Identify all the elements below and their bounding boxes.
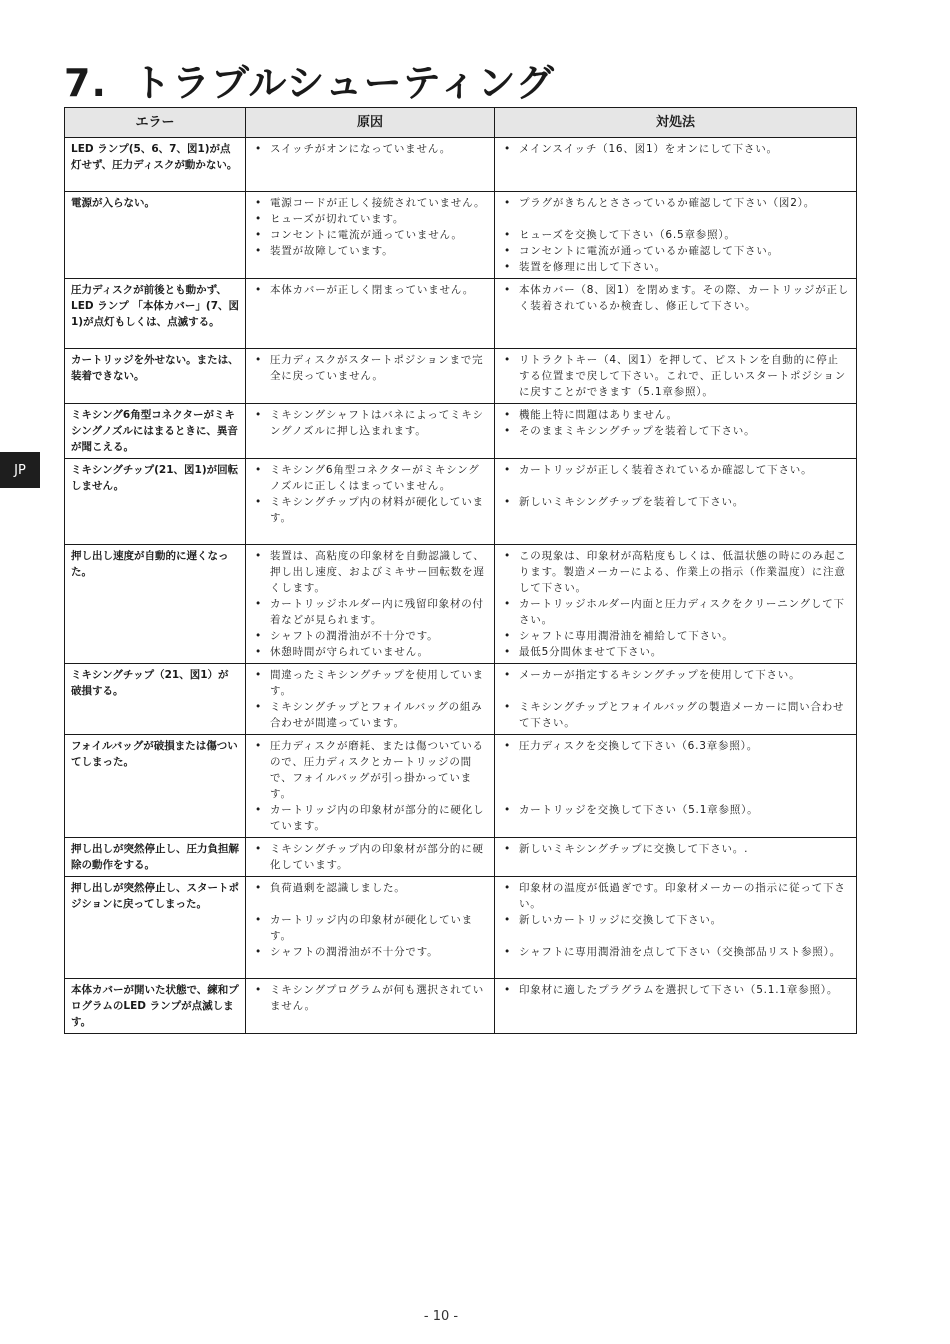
cause-cell [246,459,495,545]
header-error: エラー [65,108,246,138]
cause-cell [246,349,495,404]
remedy-item: • プラグがきちんとささっているか確認して下さい（図2）。 [501,195,850,211]
section-number: 7. [64,61,107,105]
remedy-item: • カートリッジが正しく装着されているか確認して下さい。 [501,462,850,478]
error-cell: ミキシングチップ（21、図1）が破損する。 [65,664,246,735]
cause-item: • シャフトの潤滑油が不十分です。 [252,944,488,960]
remedy-cell [495,877,857,979]
table-row [65,349,857,404]
error-cell: 圧力ディスクが前後とも動かず、LED ランプ 「本体カバー」(7、図1)が点灯もしくは、点滅する。 [65,279,246,349]
cause-cell [246,838,495,877]
remedy-cell [495,838,857,877]
header-cause: 原因 [246,108,495,138]
remedy-cell [495,192,857,279]
error-cell: 本体カバーが開いた状態で、練和プログラムのLED ランプが点滅します。 [65,979,246,1034]
remedy-item: • ミキシングチップとフォイルバッグの製造メーカーに問い合わせて下さい。 [501,699,850,731]
table-row [65,404,857,459]
error-cell: LED ランプ(5、6、7、図1)が点灯せず、圧力ディスクが動かない。 [65,138,246,192]
cause-cell [246,279,495,349]
remedy-item: • 装置を修理に出して下さい。 [501,259,850,275]
remedy-item: • 機能上特に問題はありません。 [501,407,850,423]
error-cell: 押し出しが突然停止し、圧力負担解除の動作をする。 [65,838,246,877]
table-row [65,192,857,279]
table-row [65,838,857,877]
cause-item: • 圧力ディスクが磨耗、または傷ついているので、圧力ディスクとカートリッジの間で、フォイルバッグが引っ掛かっています。 [252,738,488,802]
cause-cell [246,138,495,192]
page-number: - 10 - [423,1309,459,1324]
cause-item: • ミキシングシャフトはバネによってミキシングノズルに押し込まれます。 [252,407,488,439]
table-row [65,138,857,192]
table-header-row [65,108,857,138]
remedy-item: • 新しいカートリッジに交換して下さい。 [501,912,850,928]
table-row [65,279,857,349]
cause-cell [246,877,495,979]
remedy-cell [495,138,857,192]
error-cell: 押し出しが突然停止し、スタートポジションに戻ってしまった。 [65,877,246,979]
cause-item: • コンセントに電流が通っていません。 [252,227,488,243]
remedy-item: • 最低5分間休ませて下さい。 [501,644,850,660]
cause-item: • カートリッジ内の印象材が部分的に硬化しています。 [252,802,488,834]
cause-item: • 休憩時間が守られていません。 [252,644,488,660]
remedy-item: • メーカーが指定するキシングチップを使用して下さい。 [501,667,850,683]
language-tab: JP [0,452,40,488]
cause-item: • ミキシングチップ内の材料が硬化しています。 [252,494,488,526]
cause-item: • 装置は、高粘度の印象材を自動認識して、押し出し速度、およびミキサー回転数を遅くします。 [252,548,488,596]
remedy-item: • 印象材の温度が低過ぎです。印象材メーカーの指示に従って下さい。 [501,880,850,912]
table-row [65,545,857,664]
cause-item: • 間違ったミキシングチップを使用しています。 [252,667,488,699]
remedy-cell [495,279,857,349]
cause-item: • ミキシングチップとフォイルバッグの組み合わせが間違っています。 [252,699,488,731]
cause-cell [246,545,495,664]
cause-item: • 装置が故障しています。 [252,243,488,259]
cause-item: • スイッチがオンになっていません。 [252,141,488,157]
error-cell: 押し出し速度が自動的に遅くなった。 [65,545,246,664]
remedy-item: • 新しいミキシングチップを装着して下さい。 [501,494,850,510]
error-cell: 電源が入らない。 [65,192,246,279]
remedy-cell [495,735,857,838]
remedy-item: • 印象材に適したプラグラムを選択して下さい（5.1.1章参照）。 [501,982,850,998]
cause-item: • ミキシング6角型コネクターがミキシングノズルに正しくはまっていません。 [252,462,488,494]
troubleshooting-table [64,107,857,1034]
remedy-item: • コンセントに電流が通っているか確認して下さい。 [501,243,850,259]
remedy-cell [495,349,857,404]
table-row [65,979,857,1034]
error-cell: ミキシング6角型コネクターがミキシングノズルにはまるときに、異音が聞こえる。 [65,404,246,459]
cause-item: • 負荷過剰を認識しました。 [252,880,488,896]
header-remedy: 対処法 [495,108,857,138]
remedy-cell [495,404,857,459]
cause-item: • 圧力ディスクがスタートポジションまで完全に戻っていません。 [252,352,488,384]
remedy-item: • 本体カバー（8、図1）を閉めます。その際、カートリッジが正しく装着されているか検査し、修正して下さい。 [501,282,850,314]
table-row [65,459,857,545]
remedy-item: • 圧力ディスクを交換して下さい（6.3章参照）。 [501,738,850,754]
remedy-cell [495,545,857,664]
error-cell: フォイルバッグが破損または傷ついてしまった。 [65,735,246,838]
remedy-item: • ヒューズを交換して下さい（6.5章参照）。 [501,227,850,243]
remedy-item: • リトラクトキー（4、図1）を押して、ピストンを自動的に停止する位置まで戻して下さい。これで、正しいスタートポジションに戻すことができます（5.1章参照）。 [501,352,850,400]
remedy-item: • カートリッジを交換して下さい（5.1章参照）。 [501,802,850,818]
remedy-item: • シャフトに専用潤滑油を補給して下さい。 [501,628,850,644]
remedy-cell [495,979,857,1034]
cause-item: • ミキシングチップ内の印象材が部分的に硬化しています。 [252,841,488,873]
cause-cell [246,192,495,279]
remedy-cell [495,664,857,735]
cause-cell [246,404,495,459]
section-title: トラブルシューティング [132,61,555,105]
remedy-item: • メインスイッチ（16、図1）をオンにして下さい。 [501,141,850,157]
cause-item: • ミキシングプログラムが何も選択されていません。 [252,982,488,1014]
cause-item: • シャフトの潤滑油が不十分です。 [252,628,488,644]
table-row [65,664,857,735]
cause-cell [246,664,495,735]
remedy-item: • そのままミキシングチップを装着して下さい。 [501,423,850,439]
error-cell: ミキシングチップ(21、図1)が回転しません。 [65,459,246,545]
remedy-item: • 新しいミキシングチップに交換して下さい。. [501,841,850,857]
remedy-item: • シャフトに専用潤滑油を点して下さい（交換部品リスト参照）。 [501,944,850,960]
error-cell: カートリッジを外せない。または、装着できない。 [65,349,246,404]
table-row [65,877,857,979]
cause-item: • カートリッジホルダー内に残留印象材の付着などが見られます。 [252,596,488,628]
cause-item: • カートリッジ内の印象材が硬化しています。 [252,912,488,944]
remedy-cell [495,459,857,545]
cause-item: • 本体カバーが正しく閉まっていません。 [252,282,488,298]
page-title [64,52,555,107]
table-row [65,735,857,838]
cause-item: • ヒューズが切れています。 [252,211,488,227]
cause-item: • 電源コードが正しく接続されていません。 [252,195,488,211]
remedy-item: • カートリッジホルダー内面と圧力ディスクをクリーニングして下さい。 [501,596,850,628]
cause-cell [246,735,495,838]
cause-cell [246,979,495,1034]
remedy-item: • この現象は、印象材が高粘度もしくは、低温状態の時にのみ起こります。製造メーカーによる、作業上の指示（作業温度）に注意して下さい。 [501,548,850,596]
